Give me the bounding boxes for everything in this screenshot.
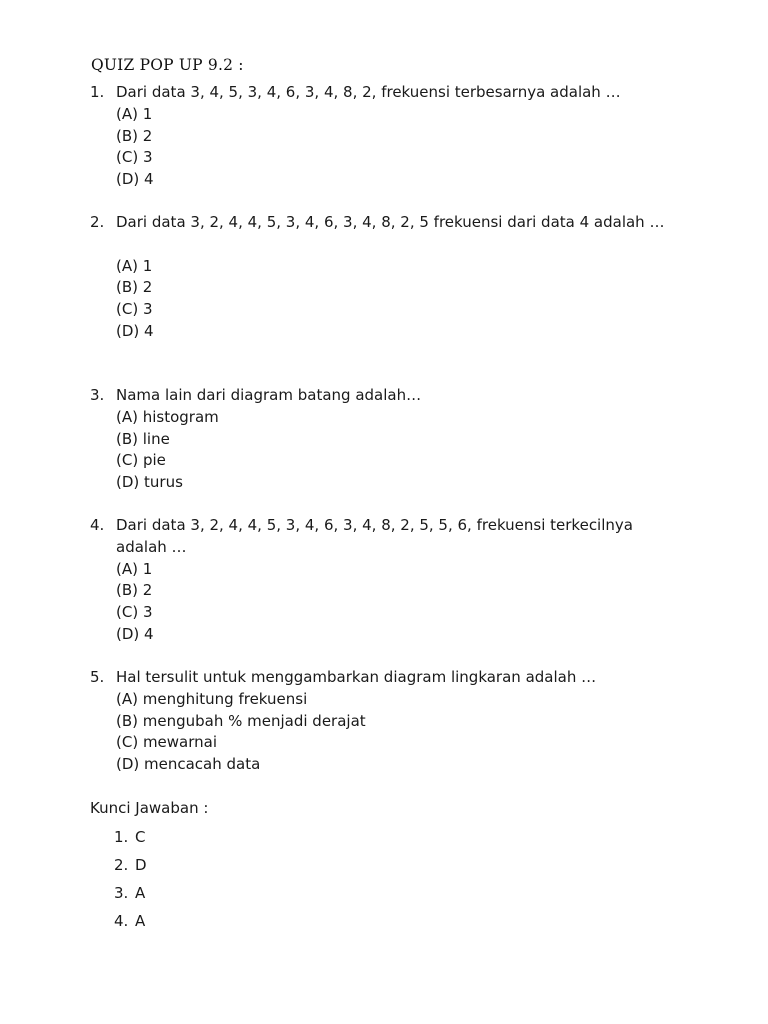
option-c: (C) 3 <box>116 300 153 319</box>
question-3-row <box>90 385 690 407</box>
answer-value: C <box>135 828 146 846</box>
question-3-text: Nama lain dari diagram batang adalah… <box>116 386 422 404</box>
option-c: (C) 3 <box>116 148 153 167</box>
option-d: (D) 4 <box>116 321 154 340</box>
answer-number: 4. <box>114 912 129 930</box>
question-1-text: Dari data 3, 4, 5, 3, 4, 6, 3, 4, 8, 2, frekuensi terbesarnya adalah … <box>116 83 621 101</box>
option-a: (A) menghitung frekuensi <box>116 689 308 708</box>
question-4-text: Dari data 3, 2, 4, 4, 5, 3, 4, 6, 3, 4, 8, 2, 5, 5, 6, frekuensi terkecilnya adalah … <box>116 516 633 556</box>
question-1-number: 1. <box>90 83 105 101</box>
question-2-row <box>90 212 690 234</box>
answer-number: 2. <box>114 856 129 874</box>
option-b: (B) 2 <box>116 126 153 145</box>
question-2-number: 2. <box>90 213 105 231</box>
option-d: (D) 4 <box>116 170 154 189</box>
question-4-row <box>90 515 690 559</box>
question-2 <box>90 212 690 343</box>
answer-number: 1. <box>114 828 129 846</box>
question-3-options <box>90 407 690 494</box>
question-3-number: 3. <box>90 386 105 404</box>
option-a: (A) histogram <box>116 407 219 426</box>
question-5-number: 5. <box>90 668 105 686</box>
answer-item <box>114 826 147 854</box>
option-b: (B) line <box>116 429 170 448</box>
option-d: (D) 4 <box>116 624 154 643</box>
quiz-title: QUIZ POP UP 9.2 : <box>91 56 244 74</box>
option-b: (B) mengubah % menjadi derajat <box>116 711 366 730</box>
answer-value: A <box>135 884 146 902</box>
answer-value: A <box>135 912 146 930</box>
option-c: (C) pie <box>116 451 166 470</box>
question-5-text: Hal tersulit untuk menggambarkan diagram lingkaran adalah … <box>116 668 597 686</box>
question-5-options <box>90 689 690 776</box>
answer-number: 3. <box>114 884 129 902</box>
option-b: (B) 2 <box>116 278 153 297</box>
option-d: (D) mencacah data <box>116 755 261 774</box>
question-5 <box>90 667 690 776</box>
question-3 <box>90 385 690 494</box>
option-d: (D) turus <box>116 473 183 492</box>
question-1-row <box>90 82 690 104</box>
option-c: (C) 3 <box>116 603 153 622</box>
option-a: (A) 1 <box>116 559 153 578</box>
answer-item <box>114 910 147 938</box>
answer-item <box>114 854 147 882</box>
option-b: (B) 2 <box>116 581 153 600</box>
question-5-row <box>90 667 690 689</box>
option-a: (A) 1 <box>116 256 153 275</box>
question-1 <box>90 82 690 191</box>
question-1-options <box>90 104 690 191</box>
question-4-options <box>90 559 690 646</box>
option-a: (A) 1 <box>116 104 153 123</box>
answer-key-title: Kunci Jawaban : <box>90 799 209 817</box>
answer-value: D <box>135 856 147 874</box>
question-2-text: Dari data 3, 2, 4, 4, 5, 3, 4, 6, 3, 4, 8, 2, 5 frekuensi dari data 4 adalah … <box>116 213 665 231</box>
answer-key-list <box>114 826 147 938</box>
question-4 <box>90 515 690 646</box>
answer-item <box>114 882 147 910</box>
question-2-options <box>90 256 690 343</box>
option-c: (C) mewarnai <box>116 733 218 752</box>
question-4-number: 4. <box>90 516 105 534</box>
